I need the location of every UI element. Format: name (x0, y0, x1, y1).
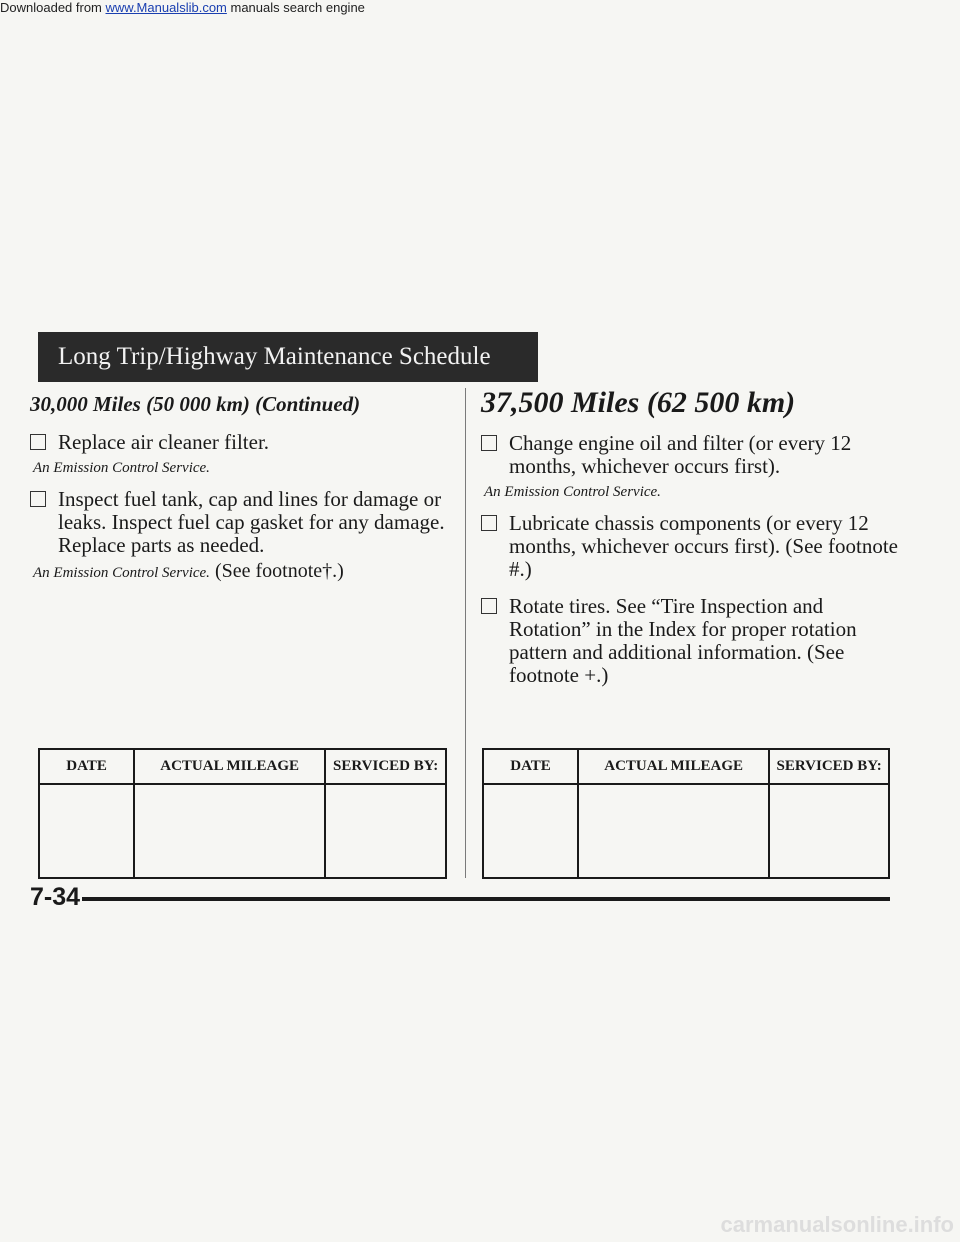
checklist-item: Inspect fuel tank, cap and lines for damage or leaks. Inspect fuel cap gasket for any damage. Replace parts as needed. An Emission Control Service. (See footnote†.) (30, 488, 455, 583)
date-entry-cell[interactable] (39, 784, 134, 878)
service-log-table-left (38, 748, 447, 879)
checklist-item: Replace air cleaner filter. An Emission Control Service. (30, 431, 455, 478)
checklist-item: Rotate tires. See “Tire Inspection and Rotation” in the Index for proper rotation pattern and additional information. (See footnote +.) (481, 595, 906, 687)
checkbox[interactable] (30, 434, 46, 450)
serviced-by-entry-cell[interactable] (325, 784, 446, 878)
column-header-mileage: ACTUAL MILEAGE (578, 749, 769, 784)
column-divider (465, 388, 466, 878)
checkbox[interactable] (481, 598, 497, 614)
mileage-entry-cell[interactable] (578, 784, 769, 878)
manualslib-link[interactable]: www.Manualslib.com (105, 0, 227, 15)
page-title: Long Trip/Highway Maintenance Schedule (38, 332, 538, 382)
serviced-by-entry-cell[interactable] (769, 784, 889, 878)
service-log-table-right (482, 748, 890, 879)
footer-rule (82, 897, 890, 901)
mileage-entry-cell[interactable] (134, 784, 325, 878)
checkbox[interactable] (30, 491, 46, 507)
service-note: An Emission Control Service. (See footnote†.) (33, 560, 344, 582)
service-note: An Emission Control Service. (484, 484, 661, 500)
watermark: carmanualsonline.info (720, 1212, 954, 1237)
column-header-mileage: ACTUAL MILEAGE (134, 749, 325, 784)
footnote-ref: (See footnote†.) (209, 560, 344, 582)
service-note: An Emission Control Service. (33, 460, 210, 476)
left-column (30, 392, 455, 593)
checkbox[interactable] (481, 515, 497, 531)
checklist-item: Change engine oil and filter (or every 12 months, whichever occurs first). An Emission Control Service. (481, 432, 906, 502)
checkbox[interactable] (481, 435, 497, 451)
column-header-serviced-by: SERVICED BY: (769, 749, 889, 784)
download-header: Downloaded from www.Manualslib.com manuals search engine (0, 0, 365, 15)
section-heading-37500: 37,500 Miles (62 500 km) (481, 386, 796, 419)
checklist-item: Lubricate chassis components (or every 12 months, whichever occurs first). (See footnote #.) (481, 512, 906, 581)
page-number: 7-34 (30, 883, 81, 911)
section-heading-30000: 30,000 Miles (50 000 km) (Continued) (30, 392, 361, 416)
date-entry-cell[interactable] (483, 784, 578, 878)
column-header-serviced-by: SERVICED BY: (325, 749, 446, 784)
column-header-date: DATE (39, 749, 134, 784)
right-column (481, 386, 906, 691)
column-header-date: DATE (483, 749, 578, 784)
